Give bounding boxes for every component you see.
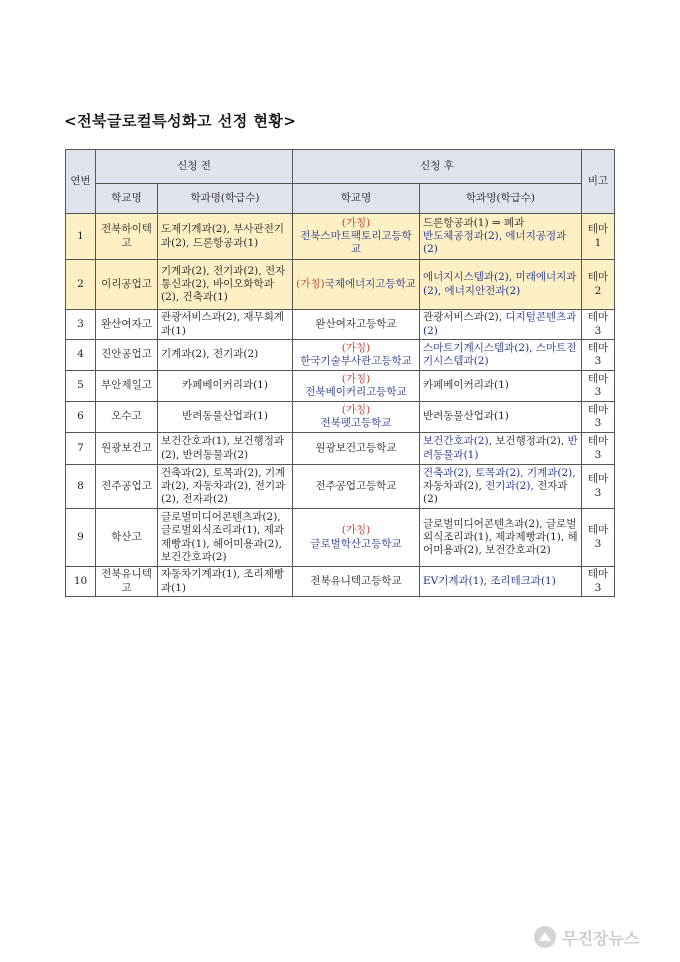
watermark-text: 무진장뉴스 xyxy=(562,928,640,948)
after-school-name: 원광보건고등학교 xyxy=(293,433,420,465)
row-number: 6 xyxy=(66,402,96,433)
before-school-name: 완산여자고 xyxy=(96,310,158,340)
pending-name-tag: (가칭) xyxy=(341,341,371,354)
before-school-name: 전주공업고 xyxy=(96,465,158,509)
mountain-logo-icon xyxy=(534,926,556,948)
after-dept-cell xyxy=(420,465,582,509)
after-school-name: 전북베이커리고등학교 xyxy=(305,386,407,398)
table-row xyxy=(66,310,615,340)
header-note: 비고 xyxy=(582,150,615,214)
after-dept-kept: 전자과(2) xyxy=(423,479,568,506)
before-school-name: 부안제일고 xyxy=(96,371,158,402)
before-school-name: 진안공업고 xyxy=(96,340,158,371)
after-dept-kept: 보건행정과(2), xyxy=(495,435,565,448)
after-dept-cell xyxy=(420,310,582,340)
row-number: 3 xyxy=(66,310,96,340)
after-dept-new: 에너지시스템과(2), 미래에너지과(2), 에너지안전과(2) xyxy=(420,260,582,310)
after-school-name: 글로벌학산고등학교 xyxy=(310,537,402,550)
before-school-name: 오수고 xyxy=(96,402,158,433)
before-school-name: 원광보건고 xyxy=(96,433,158,465)
before-school-name: 학산고 xyxy=(96,509,158,567)
after-dept-new: EV기계과(1), 조리테크과(1) xyxy=(420,567,582,597)
header-after-school: 학교명 xyxy=(293,184,420,214)
row-number: 4 xyxy=(66,340,96,371)
pending-name-tag: (가칭) xyxy=(296,277,325,290)
after-dept-kept: 글로벌미디어콘텐츠과(2), 글로벌외식조리과(1), 제과제빵과(1), 헤어미용과(2), 보건간호과(2) xyxy=(420,509,582,567)
after-dept-changed: 전기과(2), xyxy=(485,479,534,492)
row-note: 테마3 xyxy=(582,340,615,371)
after-dept-kept: 관광서비스과(2), xyxy=(423,311,503,324)
after-dept-changed: 건축과(2), 토목과(2), 기계과(2), xyxy=(423,466,576,479)
table-row xyxy=(66,567,615,597)
row-number: 8 xyxy=(66,465,96,509)
row-number: 5 xyxy=(66,371,96,402)
before-dept-list: 건축과(2), 토목과(2), 기계과(2), 자동차과(2), 전기과(2), 전자과(2) xyxy=(158,465,293,509)
pending-name-tag: (가칭) xyxy=(341,403,371,416)
row-number: 7 xyxy=(66,433,96,465)
row-note: 테마3 xyxy=(582,402,615,433)
after-dept-closed: 드론항공과(1) ⇒ 폐과 xyxy=(423,216,525,229)
after-school-cell xyxy=(293,371,420,402)
before-dept-list: 기계과(2), 전기과(2) xyxy=(158,340,293,371)
after-school-cell xyxy=(293,260,420,310)
header-row-top xyxy=(66,150,615,184)
before-dept-list: 카페베이커리과(1) xyxy=(158,371,293,402)
table-row xyxy=(66,402,615,433)
row-note: 테마1 xyxy=(582,214,615,260)
row-note: 테마3 xyxy=(582,509,615,567)
after-school-cell xyxy=(293,340,420,371)
row-note: 테마3 xyxy=(582,371,615,402)
before-school-name: 전북유니텍고 xyxy=(96,567,158,597)
header-after-dept: 학과명(학급수) xyxy=(420,184,582,214)
row-note: 테마3 xyxy=(582,465,615,509)
after-dept-kept: 카페베이커리과(1) xyxy=(420,371,582,402)
header-seq: 연번 xyxy=(66,150,96,214)
before-dept-list: 반려동물산업과(1) xyxy=(158,402,293,433)
table-row xyxy=(66,214,615,260)
before-dept-list: 글로벌미디어콘텐츠과(2), 글로벌외식조리과(1), 제과제빵과(1), 헤어미용과(2), 보건간호과(2) xyxy=(158,509,293,567)
row-number: 10 xyxy=(66,567,96,597)
table-row xyxy=(66,340,615,371)
selection-status-table xyxy=(65,149,615,597)
after-dept-kept: 반려동물산업과(1) xyxy=(420,402,582,433)
after-dept-kept: 자동차과(2), xyxy=(423,479,482,492)
pending-name-tag: (가칭) xyxy=(341,524,371,537)
header-before-school: 학교명 xyxy=(96,184,158,214)
row-note: 테마2 xyxy=(582,260,615,310)
after-dept-cell xyxy=(420,433,582,465)
pending-name-tag: (가칭) xyxy=(341,372,371,385)
before-school-name: 이리공업고 xyxy=(96,260,158,310)
header-after: 신청 후 xyxy=(293,150,582,184)
table-row xyxy=(66,509,615,567)
after-dept-new: 스마트기계시스템과(2), 스마트전기시스템과(2) xyxy=(420,340,582,371)
table-row xyxy=(66,433,615,465)
table-row xyxy=(66,371,615,402)
document-title: <전북글로컬특성화고 선정 현황> xyxy=(64,112,297,130)
watermark xyxy=(534,922,666,952)
row-number: 9 xyxy=(66,509,96,567)
before-dept-list: 보건간호과(1), 보건행정과(2), 반려동물과(2) xyxy=(158,433,293,465)
table-row xyxy=(66,260,615,310)
after-school-cell xyxy=(293,214,420,260)
header-before: 신청 전 xyxy=(96,150,293,184)
after-dept-new: 디지털콘텐츠과(2) xyxy=(423,311,577,337)
table-row xyxy=(66,465,615,509)
before-school-name: 전북하이텍고 xyxy=(96,214,158,260)
after-school-name: 전주공업고등학교 xyxy=(293,465,420,509)
after-school-cell xyxy=(293,509,420,567)
after-school-name: 국제에너지고등학교 xyxy=(324,277,416,290)
before-dept-list: 관광서비스과(2), 재무회계과(1) xyxy=(158,310,293,340)
row-note: 테마3 xyxy=(582,433,615,465)
header-row-sub xyxy=(66,184,615,214)
row-number: 1 xyxy=(66,214,96,260)
before-dept-list: 도제기계과(2), 부사관전기과(2), 드론항공과(1) xyxy=(158,214,293,260)
after-school-name: 전북스마트팩토리고등학교 xyxy=(300,229,412,256)
after-dept-cell xyxy=(420,214,582,260)
after-dept-changed: 반려동물과(1) xyxy=(423,435,578,461)
before-dept-list: 자동차기계과(1), 조리제빵과(1) xyxy=(158,567,293,597)
after-school-name: 전북유니텍고등학교 xyxy=(293,567,420,597)
pending-name-tag: (가칭) xyxy=(341,216,371,229)
row-number: 2 xyxy=(66,260,96,310)
after-dept-changed: 보건간호과(2), xyxy=(423,435,492,448)
after-school-cell xyxy=(293,402,420,433)
after-school-name: 전북펫고등학교 xyxy=(320,417,392,429)
after-school-name: 한국기술부사관고등학교 xyxy=(300,355,412,367)
header-before-dept: 학과명(학급수) xyxy=(158,184,293,214)
after-school-name: 완산여자고등학교 xyxy=(293,310,420,340)
row-note: 테마3 xyxy=(582,310,615,340)
before-dept-list: 기계과(2), 전기과(2), 전자통신과(2), 바이오화학과(2), 건축과(1) xyxy=(158,260,293,310)
row-note: 테마3 xyxy=(582,567,615,597)
after-dept-new: 반도체공정과(2), 에너지공정과(2) xyxy=(423,229,567,256)
